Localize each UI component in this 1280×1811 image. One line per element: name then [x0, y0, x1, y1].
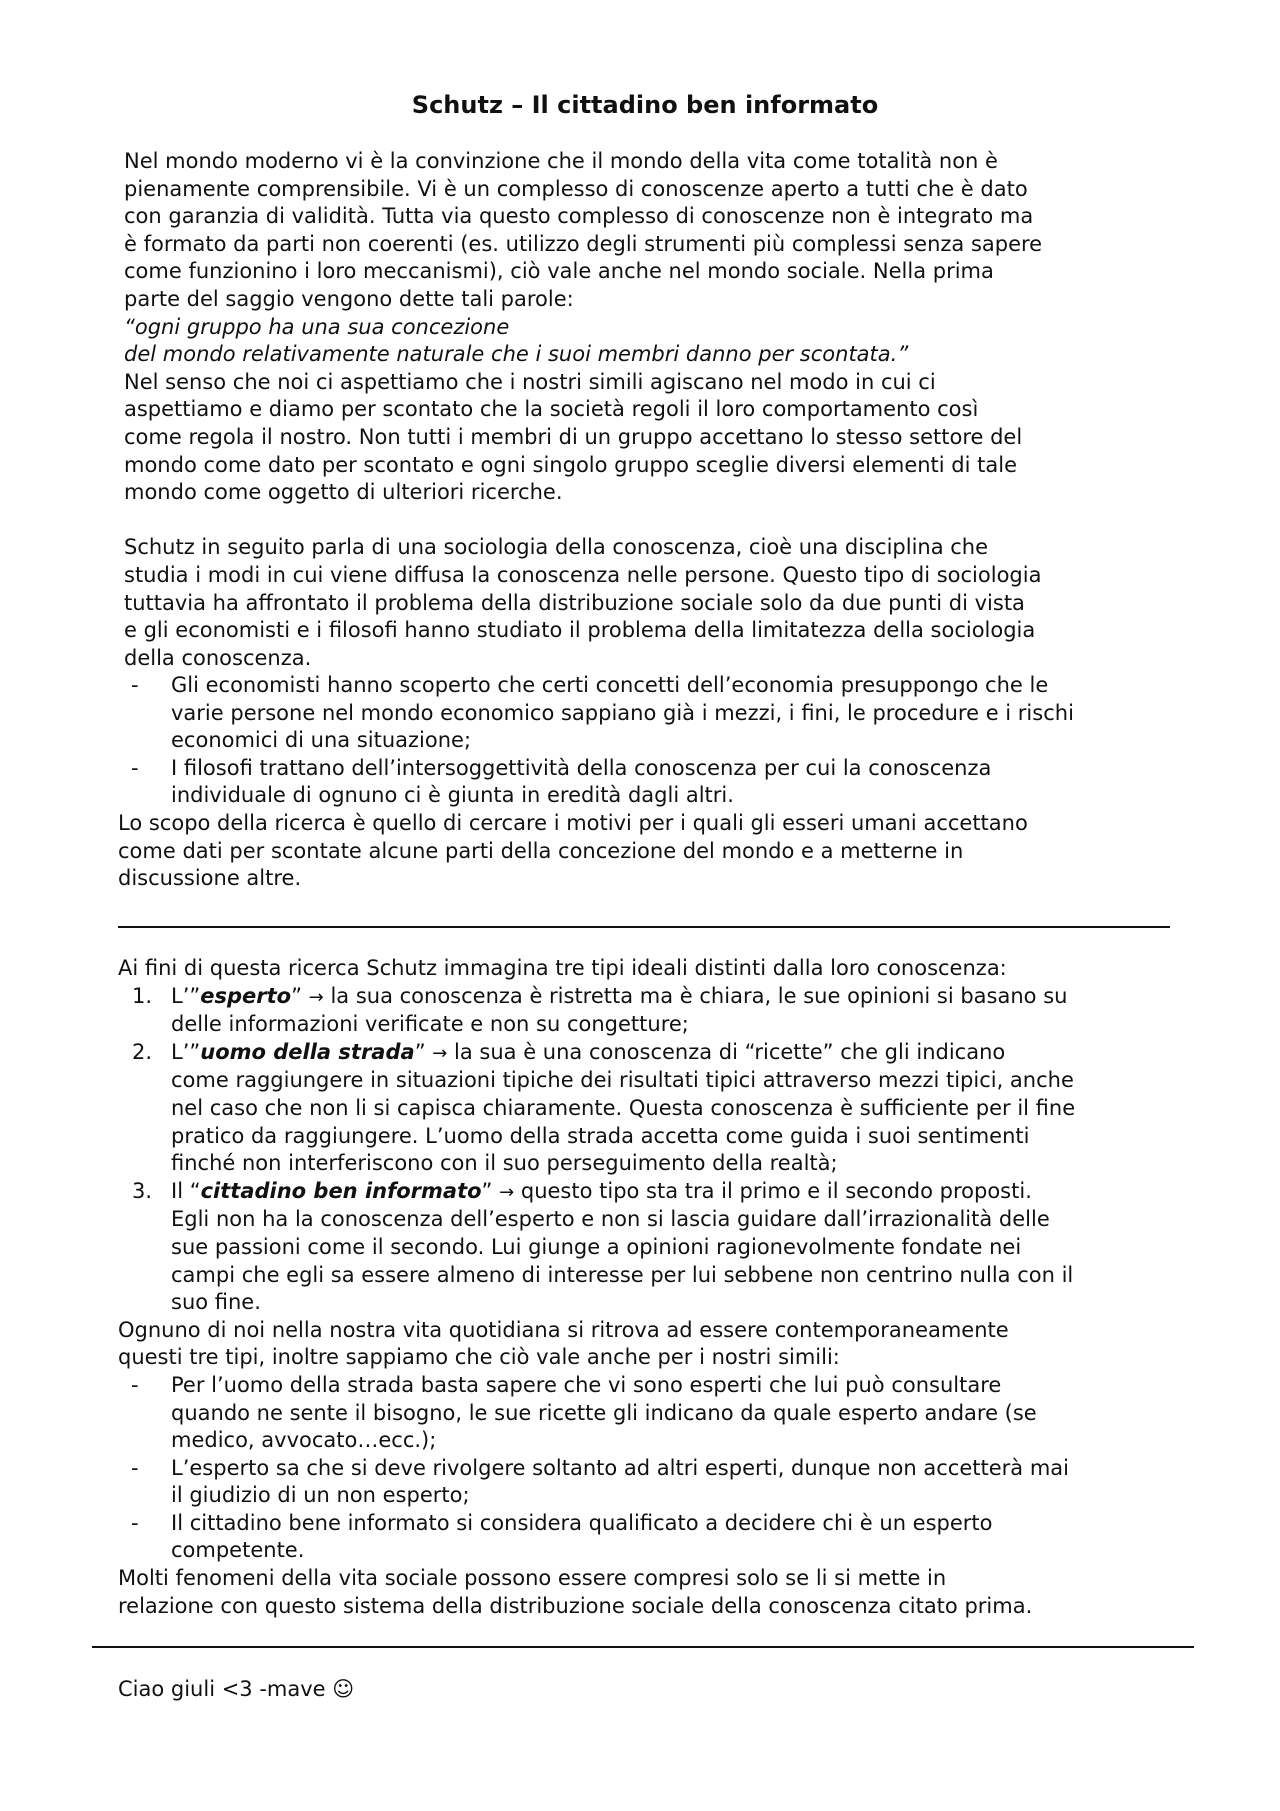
- text-line: L’esperto sa che si deve rivolgere soltanto ad altri esperti, dunque non accetterà mai: [171, 1455, 1069, 1480]
- text-line: Gli economisti hanno scoperto che certi concetti dell’economia presuppongo che le: [171, 673, 1049, 697]
- text-line: L’”esperto” → la sua conoscenza è ristretta ma è chiara, le sue opinioni si basano su: [171, 983, 1068, 1008]
- text-line: sue passioni come il secondo. Lui giunge a opinioni ragionevolmente fondate nei: [171, 1234, 1022, 1259]
- text-line: medico, avvocato…ecc.);: [171, 1428, 437, 1453]
- bullet-dash: -: [131, 755, 139, 780]
- text-line: finché non interferiscono con il suo perseguimento della realtà;: [171, 1151, 838, 1176]
- text-line: L’”uomo della strada” → la sua è una conoscenza di “ricette” che gli indicano: [171, 1039, 1006, 1064]
- text-line: delle informazioni verificate e non su congetture;: [171, 1012, 689, 1037]
- arrow-right-icon: →: [499, 1181, 515, 1203]
- text-line: come regola il nostro. Non tutti i membri di un gruppo accettano lo stesso settore del: [124, 424, 1023, 449]
- text-line: questi tre tipi, inoltre sappiamo che ciò vale anche per i nostri simili:: [118, 1345, 840, 1370]
- text-line: studia i modi in cui viene diffusa la conoscenza nelle persone. Questo tipo di sociologia: [124, 562, 1042, 587]
- bullet-dash: -: [131, 1372, 139, 1397]
- text-line: come dati per scontate alcune parti della concezione del mondo e a metterne in: [118, 838, 964, 863]
- term-expert: esperto: [200, 983, 292, 1008]
- text-line: nel caso che non li si capisca chiaramente. Questa conoscenza è sufficiente per il fine: [171, 1095, 1076, 1120]
- bullet-dash: -: [131, 1510, 139, 1535]
- text-line: Egli non ha la conoscenza dell’esperto e non si lascia guidare dall’irrazionalità delle: [171, 1207, 1050, 1232]
- closing-paragraph: [118, 1565, 1228, 1620]
- list-item: [118, 1372, 1228, 1455]
- page-title: Schutz – Il cittadino ben informato: [411, 91, 879, 119]
- types-section: [118, 955, 1228, 1620]
- signoff: Ciao giuli <3 -mave ☺: [118, 1677, 355, 1701]
- section-divider: [118, 926, 1170, 928]
- intro-section: [124, 148, 1204, 672]
- intro-paragraph-2: [124, 369, 1204, 507]
- text-line: Per l’uomo della strada basta sapere che vi sono esperti che lui può consultare: [171, 1372, 1002, 1397]
- text-line: I filosofi trattano dell’intersoggettività della conoscenza per cui la conoscenza: [171, 755, 992, 780]
- text-line: Il “cittadino ben informato” → questo tipo sta tra il primo e il secondo proposti.: [171, 1178, 1032, 1203]
- quote-line: del mondo relativamente naturale che i suoi membri danno per scontata.”: [124, 342, 909, 367]
- text-line: relazione con questo sistema della distribuzione sociale della conoscenza citato prima.: [118, 1593, 1033, 1618]
- intro-bullets: [118, 672, 1218, 810]
- item-number: 1.: [132, 983, 153, 1008]
- text-line: come raggiungere in situazioni tipiche dei risultati tipici attraverso mezzi tipici, anche: [171, 1068, 1074, 1093]
- footer-divider: [92, 1646, 1194, 1648]
- intro-paragraph-1: [124, 148, 1204, 314]
- text-line: è formato da parti non coerenti (es. utilizzo degli strumenti più complessi senza sapere: [124, 231, 1043, 256]
- text-line: individuale di ognuno ci è giunta in eredità dagli altri.: [171, 783, 734, 808]
- arrow-right-icon: →: [432, 1042, 448, 1064]
- footer: [118, 1676, 718, 1704]
- text-line: Nel senso che noi ci aspettiamo che i nostri simili agiscano nel modo in cui ci: [124, 369, 936, 394]
- term-well-informed-citizen: cittadino ben informato: [200, 1178, 482, 1203]
- quote: [124, 314, 1204, 369]
- text-line: tuttavia ha affrontato il problema della distribuzione sociale solo da due punti di vista: [124, 590, 1025, 615]
- text-line: come funzionino i loro meccanismi), ciò vale anche nel mondo sociale. Nella prima: [124, 259, 994, 284]
- text-line: parte del saggio vengono dette tali parole:: [124, 286, 574, 311]
- text-line: Lo scopo della ricerca è quello di cercare i motivi per i quali gli esseri umani accettano: [118, 811, 1028, 835]
- text-line: Ognuno di noi nella nostra vita quotidiana si ritrova ad essere contemporaneamente: [118, 1317, 1009, 1342]
- arrow-right-icon: →: [308, 986, 324, 1008]
- text-line: suo fine.: [171, 1290, 261, 1315]
- item-number: 3.: [132, 1178, 153, 1203]
- text-line: con garanzia di validità. Tutta via questo complesso di conoscenze non è integrato ma: [124, 204, 1034, 229]
- text-line: campi che egli sa essere almeno di interesse per lui sebbene non centrino nulla con il: [171, 1262, 1074, 1287]
- bullet-dash: -: [131, 1455, 139, 1480]
- text-line: pienamente comprensibile. Vi è un complesso di conoscenze aperto a tutti che è dato: [124, 176, 1028, 201]
- intro-paragraph-4: [118, 810, 1218, 893]
- text-line: Il cittadino bene informato si considera qualificato a decidere chi è un esperto: [171, 1510, 993, 1535]
- types-lead: [118, 955, 1228, 983]
- intro-paragraph-3: [124, 534, 1204, 672]
- list-item: [118, 1455, 1228, 1510]
- type-item-expert: [118, 983, 1228, 1039]
- text-line: quando ne sente il bisogno, le sue ricette gli indicano da quale esperto andare (se: [171, 1400, 1037, 1425]
- text-line: discussione altre.: [118, 866, 302, 891]
- text-line: il giudizio di un non esperto;: [171, 1483, 470, 1508]
- spacer: [124, 507, 1204, 535]
- text-line: Schutz in seguito parla di una sociologia della conoscenza, cioè una disciplina che: [124, 535, 989, 560]
- text-line: Molti fenomeni della vita sociale possono essere compresi solo se li si mette in: [118, 1566, 947, 1591]
- text-line: pratico da raggiungere. L’uomo della strada accetta come guida i suoi sentimenti: [171, 1123, 1030, 1148]
- item-number: 2.: [132, 1039, 153, 1064]
- quote-line: “ogni gruppo ha una sua concezione: [124, 314, 510, 339]
- text-line: varie persone nel mondo economico sappiano già i mezzi, i fini, le procedure e i rischi: [171, 700, 1074, 725]
- text-line: mondo come dato per scontato e ogni singolo gruppo sceglie diversi elementi di tale: [124, 452, 1018, 477]
- text-line: Ai fini di questa ricerca Schutz immagina tre tipi ideali distinti dalla loro conoscenza:: [118, 956, 1007, 980]
- term-man-on-the-street: uomo della strada: [200, 1039, 415, 1064]
- type-item-well-informed-citizen: [118, 1178, 1228, 1317]
- list-item: [118, 672, 1218, 755]
- types-paragraph: [118, 1317, 1228, 1372]
- text-line: della conoscenza.: [124, 645, 312, 670]
- text-line: economici di una situazione;: [171, 728, 472, 753]
- text-line: competente.: [171, 1538, 305, 1563]
- list-item: [118, 1510, 1228, 1565]
- type-item-man-on-the-street: [118, 1039, 1228, 1178]
- intro-conclusion: [118, 810, 1218, 893]
- text-line: Nel mondo moderno vi è la convinzione che il mondo della vita come totalità non è: [124, 149, 998, 173]
- list-item: [118, 755, 1218, 810]
- text-line: mondo come oggetto di ulteriori ricerche.: [124, 480, 563, 505]
- bullet-dash: -: [131, 673, 139, 697]
- text-line: aspettiamo e diamo per scontato che la società regoli il loro comportamento così: [124, 397, 979, 422]
- text-line: e gli economisti e i filosofi hanno studiato il problema della limitatezza della sociologia: [124, 618, 1036, 643]
